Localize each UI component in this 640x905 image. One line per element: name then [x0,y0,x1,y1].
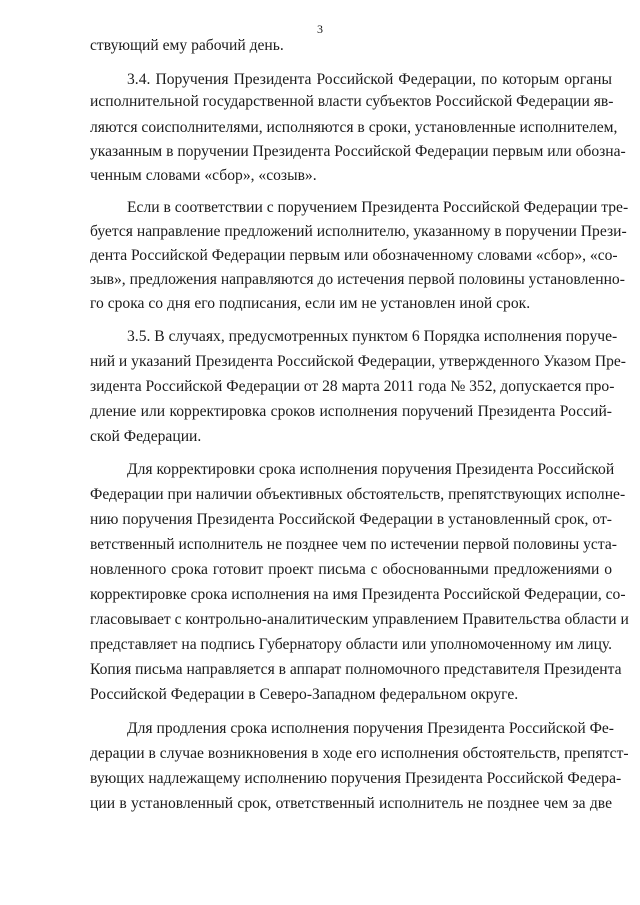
text-line: представляет на подпись Губернатору области или уполномоченному им лицу. [90,636,613,653]
text-line: новленного срока готовит проект письма с обоснованными предложениями о [90,561,612,578]
text-line: Для продления срока исполнения поручения Президента Российской Фе- [127,720,614,737]
text-line: дление или корректировка сроков исполнения поручений Президента Россий- [90,403,612,420]
text-line: Для корректировки срока исполнения поручения Президента Российской [127,461,615,478]
text-line: ствующий ему рабочий день. [90,37,284,54]
text-line: ний и указаний Президента Российской Федерации, утвержденного Указом Пре- [90,353,626,370]
text-line: Федерации при наличии объективных обстоятельств, препятствующих исполне- [90,486,626,503]
text-line: ляются соисполнителями, исполняются в сроки, установленные исполнителем, [90,119,618,136]
text-line: гласовывает с контрольно-аналитическим управлением Правительства области и [90,611,629,628]
text-line: Копия письма направляется в аппарат полномочного представителя Президента [90,661,622,678]
text-line: буется направление предложений исполнителю, указанному в поручении Прези- [90,223,627,240]
text-line: ветственный исполнитель не позднее чем по истечении первой половины уста- [90,536,617,553]
text-line: 3.4. Поручения Президента Российской Федерации, по которым органы [127,71,612,88]
text-line: корректировке срока исполнения на имя Президента Российской Федерации, со- [90,586,626,603]
text-line: 3.5. В случаях, предусмотренных пунктом 6 Порядка исполнения поруче- [127,328,618,345]
text-line: указанным в поручении Президента Российской Федерации первым или обозна- [90,143,626,160]
text-line: ской Федерации. [90,428,202,445]
text-line: исполнительной государственной власти субъектов Российской Федерации яв- [90,93,614,110]
text-line: зыв», предложения направляются до истечения первой половины установленно- [90,271,625,288]
page-number: 3 [317,22,323,36]
text-line: ченным словами «сбор», «созыв». [90,167,317,184]
text-line: ции в установленный срок, ответственный исполнитель не позднее чем за две [90,795,612,812]
text-line: нию поручения Президента Российской Федерации в установленный срок, от- [90,511,612,528]
text-line: дента Российской Федерации первым или обозначенному словами «сбор», «со- [90,247,618,264]
text-line: Если в соответствии с поручением Президента Российской Федерации тре- [127,199,629,216]
text-line: зидента Российской Федерации от 28 марта 2011 года № 352, допускается про- [90,378,615,395]
text-line: го срока со дня его подписания, если им не установлен иной срок. [90,295,531,312]
text-line: вующих надлежащему исполнению поручения Президента Российской Федера- [90,770,622,787]
text-line: дерации в случае возникновения в ходе его исполнения обстоятельств, препятст- [90,745,629,762]
text-line: Российской Федерации в Северо-Западном федеральном округе. [90,686,519,703]
